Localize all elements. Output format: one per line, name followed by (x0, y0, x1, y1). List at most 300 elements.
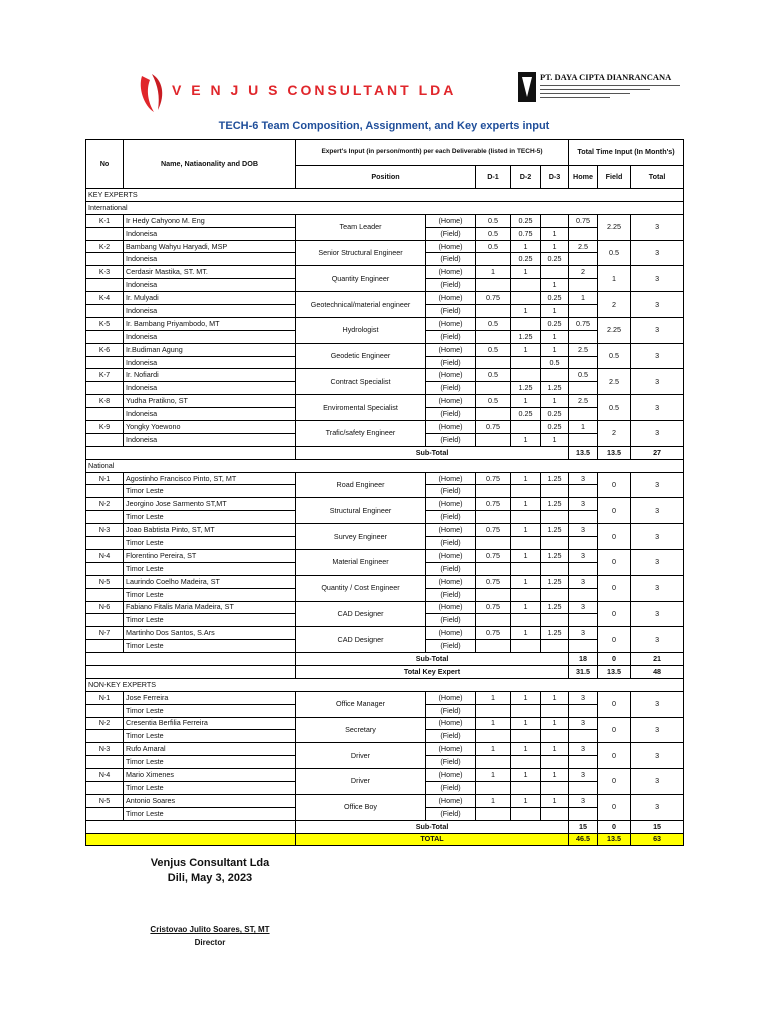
person-row-home (86, 743, 684, 756)
header-position: Position (296, 165, 476, 188)
person-no-cont (86, 588, 124, 601)
person-row-home (86, 601, 684, 614)
field-d1 (476, 614, 511, 627)
person-no: K-6 (86, 343, 124, 356)
field-d2: 1.25 (511, 330, 541, 343)
person-row-home (86, 421, 684, 434)
person-position: Quantity Engineer (296, 266, 426, 292)
table-header-row (86, 140, 684, 166)
field-total: 0.5 (598, 240, 631, 266)
home-d3: 1 (541, 794, 569, 807)
partner-logo (518, 72, 686, 106)
partner-emblem-icon (518, 72, 536, 102)
person-no-cont (86, 330, 124, 343)
field-d1 (476, 279, 511, 292)
home-total-cont (569, 756, 598, 769)
person-no-cont (86, 704, 124, 717)
field-d2 (511, 511, 541, 524)
subtotal-national-row-total: 21 (631, 653, 684, 666)
home-d2 (511, 421, 541, 434)
home-total-cont (569, 730, 598, 743)
person-row-home (86, 717, 684, 730)
person-row-home (86, 627, 684, 640)
person-name: Cresentia Berfilia Ferreira (124, 717, 296, 730)
home-total-cont (569, 382, 598, 395)
section-non-key-experts (86, 678, 684, 691)
home-label: (Home) (426, 769, 476, 782)
total-key-expert-row-field: 13.5 (598, 665, 631, 678)
field-d1 (476, 730, 511, 743)
person-no: K-7 (86, 369, 124, 382)
field-d3: 0.25 (541, 408, 569, 421)
person-row-home (86, 769, 684, 782)
home-d1: 0.5 (476, 240, 511, 253)
home-d1: 1 (476, 769, 511, 782)
home-total: 0.5 (569, 369, 598, 382)
home-d3: 1.25 (541, 549, 569, 562)
home-d3 (541, 214, 569, 227)
subtotal-international-row-home: 13.5 (569, 446, 598, 459)
home-d1: 0.5 (476, 343, 511, 356)
home-label: (Home) (426, 743, 476, 756)
person-no: N-6 (86, 601, 124, 614)
home-d3: 1 (541, 691, 569, 704)
document-title: TECH-6 Team Composition, Assignment, and Key experts input (218, 120, 550, 132)
field-d3 (541, 704, 569, 717)
section-international-label: International (86, 201, 684, 214)
field-d1: 0.5 (476, 227, 511, 240)
field-label: (Field) (426, 511, 476, 524)
section-national (86, 459, 684, 472)
field-label: (Field) (426, 356, 476, 369)
person-position: Material Engineer (296, 549, 426, 575)
person-nationality: Indoneisa (124, 330, 296, 343)
home-total: 1 (569, 421, 598, 434)
home-total: 3 (569, 743, 598, 756)
home-total: 2 (569, 266, 598, 279)
field-d3 (541, 756, 569, 769)
field-total: 0 (598, 769, 631, 795)
person-nationality: Indoneisa (124, 433, 296, 446)
grand-total-row-total: 63 (631, 833, 684, 846)
home-d2: 1 (511, 627, 541, 640)
person-no: N-3 (86, 743, 124, 756)
field-d1 (476, 382, 511, 395)
subtotal-non-key-row-blank (86, 820, 296, 833)
person-name: Jeorgino Jose Sarmento ST,MT (124, 498, 296, 511)
field-d2 (511, 704, 541, 717)
total-key-expert-row-home: 31.5 (569, 665, 598, 678)
field-d2 (511, 279, 541, 292)
person-total: 3 (631, 266, 684, 292)
home-d2: 1 (511, 395, 541, 408)
home-d3: 1 (541, 743, 569, 756)
header-d2: D-2 (511, 165, 541, 188)
field-d2: 0.25 (511, 408, 541, 421)
home-total: 0.75 (569, 214, 598, 227)
person-position: Trafic/safety Engineer (296, 421, 426, 447)
field-d2 (511, 588, 541, 601)
person-total: 3 (631, 549, 684, 575)
person-position: Driver (296, 769, 426, 795)
field-total: 0 (598, 691, 631, 717)
field-total: 0 (598, 717, 631, 743)
person-total: 3 (631, 575, 684, 601)
home-total: 3 (569, 769, 598, 782)
home-d1: 0.75 (476, 575, 511, 588)
home-d1: 1 (476, 717, 511, 730)
field-total: 0 (598, 549, 631, 575)
field-label: (Field) (426, 305, 476, 318)
person-nationality: Timor Leste (124, 781, 296, 794)
person-position: Office Boy (296, 794, 426, 820)
field-d2 (511, 730, 541, 743)
home-total: 2.5 (569, 343, 598, 356)
home-total-cont (569, 511, 598, 524)
company-name: V E N J U S CONSULTANT LDA (172, 82, 457, 98)
grand-total-row-blank (86, 833, 296, 846)
partner-name: PT. DAYA CIPTA DIANRANCANA (540, 72, 672, 82)
person-total: 3 (631, 317, 684, 343)
home-total: 3 (569, 498, 598, 511)
home-total-cont (569, 640, 598, 653)
person-no: K-8 (86, 395, 124, 408)
person-no-cont (86, 511, 124, 524)
total-key-expert-row-label: Total Key Expert (296, 665, 569, 678)
person-name: Antonio Soares (124, 794, 296, 807)
field-d3: 1 (541, 330, 569, 343)
person-position: Geotechnical/material engineer (296, 292, 426, 318)
person-total: 3 (631, 769, 684, 795)
person-row-home (86, 472, 684, 485)
person-no: N-7 (86, 627, 124, 640)
field-d1 (476, 562, 511, 575)
home-label: (Home) (426, 292, 476, 305)
person-total: 3 (631, 240, 684, 266)
field-label: (Field) (426, 807, 476, 820)
home-total: 2.5 (569, 395, 598, 408)
home-d1: 0.75 (476, 627, 511, 640)
person-no: N-4 (86, 549, 124, 562)
person-no: N-1 (86, 691, 124, 704)
field-total: 0 (598, 498, 631, 524)
field-d1 (476, 781, 511, 794)
home-d2: 1 (511, 343, 541, 356)
person-no-cont (86, 640, 124, 653)
header-experts-input: Expert's Input (in person/month) per each Deliverable (listed in TECH-5) (296, 140, 569, 166)
home-label: (Home) (426, 717, 476, 730)
person-total: 3 (631, 472, 684, 498)
person-position: CAD Designer (296, 601, 426, 627)
header-no: No (86, 140, 124, 189)
person-no-cont (86, 485, 124, 498)
home-d3: 0.25 (541, 421, 569, 434)
field-total: 0.5 (598, 395, 631, 421)
subtotal-international-row (86, 446, 684, 459)
field-label: (Field) (426, 253, 476, 266)
home-d2: 1 (511, 794, 541, 807)
person-no-cont (86, 781, 124, 794)
person-name: Fabiano Fitalis Maria Madeira, ST (124, 601, 296, 614)
field-d2: 1 (511, 433, 541, 446)
home-total: 3 (569, 691, 598, 704)
field-d3: 0.5 (541, 356, 569, 369)
field-label: (Field) (426, 279, 476, 292)
field-d1 (476, 511, 511, 524)
home-d1: 0.75 (476, 292, 511, 305)
person-no: N-4 (86, 769, 124, 782)
subtotal-national-row-label: Sub-Total (296, 653, 569, 666)
field-d3: 1 (541, 433, 569, 446)
person-row-home (86, 549, 684, 562)
home-d2: 1 (511, 266, 541, 279)
field-d1 (476, 305, 511, 318)
field-d2: 0.25 (511, 253, 541, 266)
person-no: N-1 (86, 472, 124, 485)
field-total: 0 (598, 472, 631, 498)
home-label: (Home) (426, 575, 476, 588)
field-total: 2.25 (598, 317, 631, 343)
home-label: (Home) (426, 266, 476, 279)
person-row-home (86, 498, 684, 511)
home-d1: 0.75 (476, 549, 511, 562)
person-position: Structural Engineer (296, 498, 426, 524)
home-d3: 1.25 (541, 472, 569, 485)
home-d1: 0.75 (476, 421, 511, 434)
grand-total-row-home: 46.5 (569, 833, 598, 846)
person-nationality: Indoneisa (124, 382, 296, 395)
home-d2: 1 (511, 691, 541, 704)
field-d2: 1.25 (511, 382, 541, 395)
header-field: Field (598, 165, 631, 188)
person-nationality: Timor Leste (124, 588, 296, 601)
field-d3 (541, 511, 569, 524)
field-d3 (541, 640, 569, 653)
person-nationality: Indoneisa (124, 305, 296, 318)
home-total: 3 (569, 524, 598, 537)
home-total-cont (569, 408, 598, 421)
home-d3: 1 (541, 240, 569, 253)
home-label: (Home) (426, 691, 476, 704)
home-total: 3 (569, 575, 598, 588)
field-total: 0 (598, 627, 631, 653)
home-d2: 1 (511, 601, 541, 614)
person-nationality: Timor Leste (124, 537, 296, 550)
home-d3: 1 (541, 395, 569, 408)
home-total-cont (569, 704, 598, 717)
home-total: 3 (569, 717, 598, 730)
person-nationality: Timor Leste (124, 640, 296, 653)
home-d1: 0.75 (476, 472, 511, 485)
field-d1 (476, 537, 511, 550)
home-d3: 1 (541, 717, 569, 730)
person-row-home (86, 214, 684, 227)
home-d1: 1 (476, 794, 511, 807)
field-d3 (541, 781, 569, 794)
person-no-cont (86, 614, 124, 627)
person-no-cont (86, 756, 124, 769)
person-total: 3 (631, 717, 684, 743)
person-position: Quantity / Cost Engineer (296, 575, 426, 601)
person-no-cont (86, 356, 124, 369)
person-total: 3 (631, 421, 684, 447)
field-label: (Field) (426, 588, 476, 601)
header-home: Home (569, 165, 598, 188)
field-label: (Field) (426, 704, 476, 717)
field-d2 (511, 640, 541, 653)
person-name: Ir.Budiman Agung (124, 343, 296, 356)
person-row-home (86, 317, 684, 330)
home-total-cont (569, 781, 598, 794)
home-d3: 0.25 (541, 292, 569, 305)
field-total: 0.5 (598, 343, 631, 369)
person-total: 3 (631, 369, 684, 395)
home-label: (Home) (426, 627, 476, 640)
home-total: 0.75 (569, 317, 598, 330)
footer-signatory: Cristovao Julito Soares, ST, MT (150, 925, 270, 934)
person-nationality: Indoneisa (124, 356, 296, 369)
home-d1: 0.75 (476, 498, 511, 511)
person-name: Cerdasir Mastika, ST. MT. (124, 266, 296, 279)
person-no: K-9 (86, 421, 124, 434)
field-d1 (476, 408, 511, 421)
subtotal-national-row-field: 0 (598, 653, 631, 666)
home-d1: 0.5 (476, 395, 511, 408)
person-no-cont (86, 382, 124, 395)
total-key-expert-row-blank (86, 665, 296, 678)
person-nationality: Timor Leste (124, 485, 296, 498)
home-total-cont (569, 807, 598, 820)
field-d3: 1 (541, 305, 569, 318)
person-row-home (86, 266, 684, 279)
subtotal-non-key-row-home: 15 (569, 820, 598, 833)
home-d1: 0.75 (476, 524, 511, 537)
person-row-home (86, 524, 684, 537)
person-no-cont (86, 562, 124, 575)
subtotal-national-row (86, 653, 684, 666)
person-no: N-5 (86, 794, 124, 807)
subtotal-international-row-total: 27 (631, 446, 684, 459)
person-total: 3 (631, 214, 684, 240)
person-name: Ir Hedy Cahyono M. Eng (124, 214, 296, 227)
footer-place-date: Dili, May 3, 2023 (167, 872, 253, 884)
subtotal-non-key-row (86, 820, 684, 833)
home-d2: 1 (511, 769, 541, 782)
person-row-home (86, 575, 684, 588)
person-position: CAD Designer (296, 627, 426, 653)
person-row-home (86, 369, 684, 382)
home-d2: 1 (511, 498, 541, 511)
home-total-cont (569, 356, 598, 369)
person-no: K-1 (86, 214, 124, 227)
home-d3: 1.25 (541, 601, 569, 614)
person-no-cont (86, 305, 124, 318)
person-name: Laurindo Coelho Madeira, ST (124, 575, 296, 588)
field-d2 (511, 356, 541, 369)
person-no-cont (86, 730, 124, 743)
field-d3 (541, 537, 569, 550)
person-row-home (86, 691, 684, 704)
field-label: (Field) (426, 537, 476, 550)
field-label: (Field) (426, 614, 476, 627)
field-total: 2.25 (598, 214, 631, 240)
home-d1: 1 (476, 266, 511, 279)
home-label: (Home) (426, 794, 476, 807)
field-d1 (476, 330, 511, 343)
home-total-cont (569, 279, 598, 292)
field-label: (Field) (426, 433, 476, 446)
person-total: 3 (631, 794, 684, 820)
home-d1: 0.75 (476, 601, 511, 614)
field-total: 0 (598, 743, 631, 769)
subtotal-non-key-row-field: 0 (598, 820, 631, 833)
person-name: Agostinho Francisco Pinto, ST, MT (124, 472, 296, 485)
person-name: Ir. Mulyadi (124, 292, 296, 305)
home-total: 3 (569, 472, 598, 485)
person-name: Jose Ferreira (124, 691, 296, 704)
subtotal-national-row-blank (86, 653, 296, 666)
field-label: (Field) (426, 781, 476, 794)
person-no-cont (86, 433, 124, 446)
person-no: K-2 (86, 240, 124, 253)
person-total: 3 (631, 524, 684, 550)
home-total-cont (569, 537, 598, 550)
person-row-home (86, 343, 684, 356)
subtotal-non-key-row-label: Sub-Total (296, 820, 569, 833)
field-d1 (476, 704, 511, 717)
header-d3: D-3 (541, 165, 569, 188)
home-total: 3 (569, 794, 598, 807)
home-d2: 1 (511, 743, 541, 756)
home-total-cont (569, 614, 598, 627)
home-total-cont (569, 562, 598, 575)
grand-total-row-label: TOTAL (296, 833, 569, 846)
person-name: Bambang Wahyu Haryadi, MSP (124, 240, 296, 253)
person-position: Survey Engineer (296, 524, 426, 550)
person-no-cont (86, 807, 124, 820)
home-d2: 1 (511, 717, 541, 730)
home-label: (Home) (426, 472, 476, 485)
field-d1 (476, 807, 511, 820)
field-d3 (541, 485, 569, 498)
footer-company: Venjus Consultant Lda (150, 857, 270, 869)
home-d1: 0.5 (476, 214, 511, 227)
person-no: K-5 (86, 317, 124, 330)
field-d3: 1.25 (541, 382, 569, 395)
home-total-cont (569, 253, 598, 266)
person-nationality: Indoneisa (124, 253, 296, 266)
home-d3: 1.25 (541, 524, 569, 537)
person-nationality: Timor Leste (124, 511, 296, 524)
home-total: 3 (569, 601, 598, 614)
home-label: (Home) (426, 214, 476, 227)
home-total-cont (569, 227, 598, 240)
home-total-cont (569, 588, 598, 601)
home-d3: 0.25 (541, 317, 569, 330)
field-d3 (541, 730, 569, 743)
person-row-home (86, 395, 684, 408)
field-label: (Field) (426, 227, 476, 240)
grand-total-row-field: 13.5 (598, 833, 631, 846)
home-d2: 1 (511, 575, 541, 588)
home-label: (Home) (426, 601, 476, 614)
home-d3: 1.25 (541, 498, 569, 511)
field-d3 (541, 807, 569, 820)
subtotal-international-row-blank (86, 446, 296, 459)
home-d3: 1 (541, 769, 569, 782)
field-d1 (476, 485, 511, 498)
section-key-experts-label: KEY EXPERTS (86, 189, 684, 202)
